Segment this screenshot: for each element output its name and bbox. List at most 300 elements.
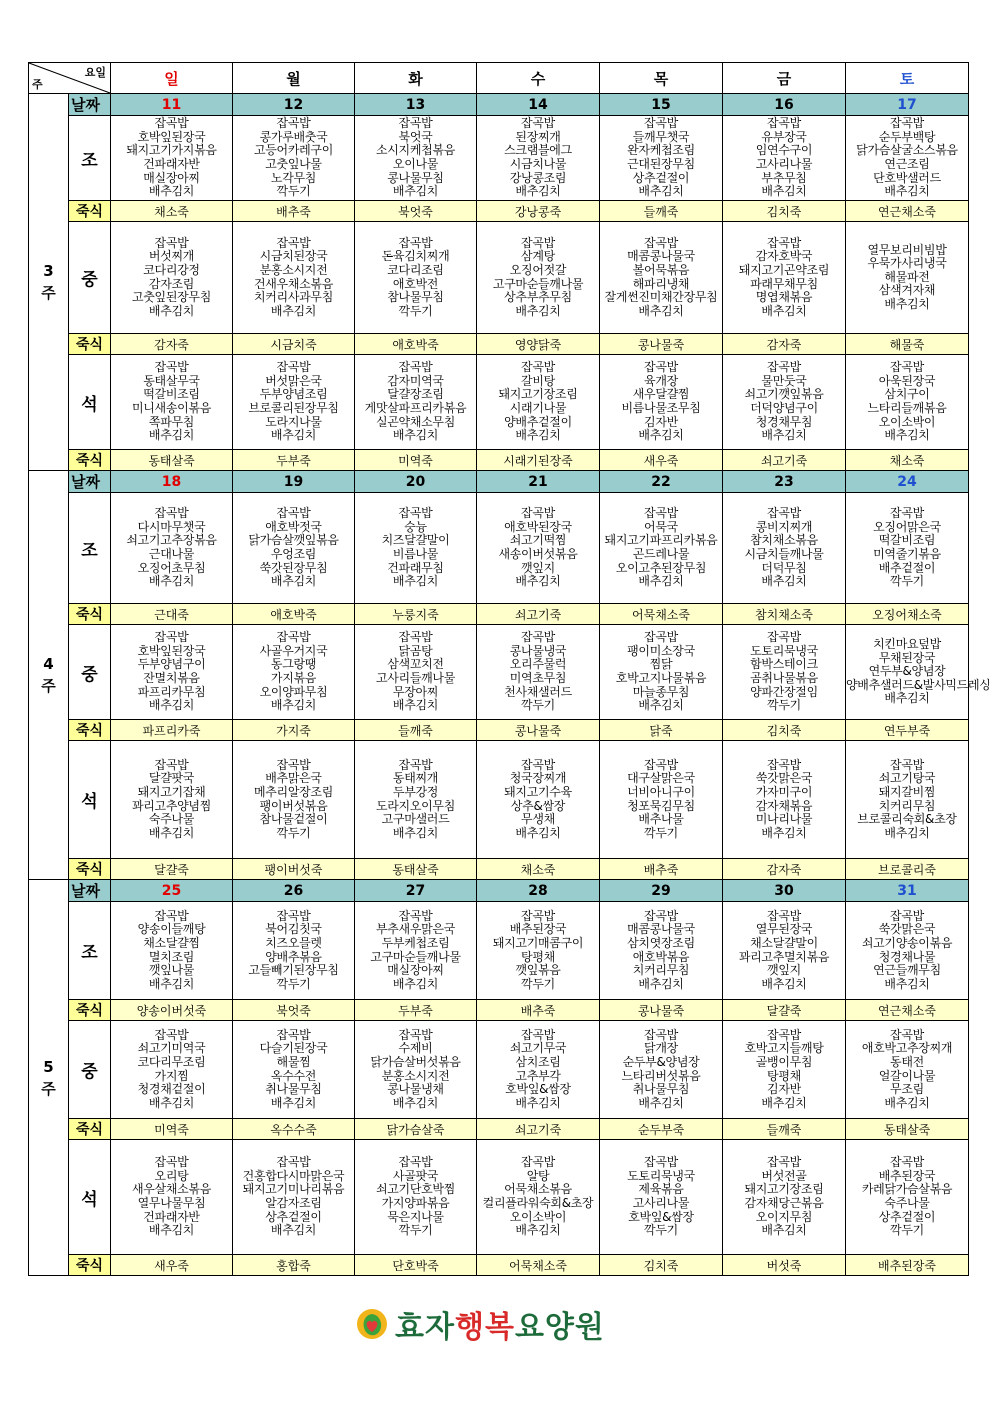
porridge-label: 죽식 (69, 450, 111, 471)
menu-item: 도토리묵냉국 (750, 643, 818, 658)
menu-item: 근대나물 (148, 547, 195, 561)
porridge-cell: 두부죽 (355, 1000, 477, 1021)
meal-cell (846, 1021, 969, 1119)
menu-item: 비름나물 (392, 547, 439, 561)
menu-item: 배추김치 (884, 184, 930, 199)
menu-item: 배추맑은국 (265, 771, 322, 786)
menu-item: 상추겉절이 (632, 170, 690, 185)
menu-item: 잡곡밥 (521, 630, 555, 645)
menu-item: 잡곡밥 (521, 116, 555, 131)
meal-cell (233, 741, 355, 859)
meal-cell (600, 902, 723, 1000)
menu-item: 잡곡밥 (276, 1155, 311, 1170)
menu-item: 메추리알장조림 (253, 784, 334, 799)
porridge-cell: 참치채소죽 (723, 604, 846, 625)
menu-item: 돼지고기장조림 (498, 387, 578, 402)
meal-cell (355, 1021, 477, 1119)
menu-item: 오리탕 (154, 1168, 189, 1183)
menu-item: 배추김치 (148, 574, 195, 589)
menu-item: 숙주나물 (148, 812, 195, 827)
meal-cell (600, 625, 723, 720)
menu-item: 양배추샐러드&발사믹드레싱 (846, 677, 991, 692)
menu-item: 치즈달걀말이 (381, 533, 450, 548)
menu-item: 해파리냉채 (632, 276, 690, 291)
meal-label: 중 (69, 222, 111, 334)
menu-item: 양파간장절임 (750, 684, 818, 699)
menu-item: 매콤콩나물국 (627, 922, 695, 937)
meal-cell (355, 625, 477, 720)
week-label: 3 주 (29, 94, 69, 471)
menu-item: 배추김치 (515, 303, 561, 318)
meal-cell (477, 1021, 600, 1119)
menu-item: 배추김치 (515, 428, 561, 443)
porridge-row (29, 334, 969, 355)
menu-item: 닭가슴살굴소스볶음 (856, 143, 958, 158)
porridge-cell: 감자죽 (723, 859, 846, 880)
porridge-cell: 배추죽 (477, 1000, 600, 1021)
porridge-row (29, 720, 969, 741)
menu-item: 잡곡밥 (154, 116, 189, 131)
date-row (29, 880, 969, 902)
menu-item: 부추무침 (761, 170, 807, 185)
menu-item: 깻잎볶음 (515, 963, 561, 978)
menu-item: 쑥갓맑은국 (755, 771, 813, 786)
menu-item: 강낭콩조림 (509, 170, 567, 185)
menu-item: 우묵가사리냉국 (867, 256, 947, 271)
menu-item: 양배추볶음 (265, 949, 322, 964)
corner-cell (29, 63, 111, 94)
meal-cell (477, 355, 600, 450)
menu-item: 더덕양념구이 (750, 401, 818, 415)
porridge-cell: 애호박죽 (355, 334, 477, 355)
porridge-cell: 콩나물죽 (600, 1000, 723, 1021)
menu-item: 브로콜리숙회&초장 (857, 812, 957, 827)
porridge-row (29, 1255, 969, 1276)
meal-cell (355, 902, 477, 1000)
menu-item: 청국장찌개 (509, 771, 567, 786)
menu-item: 삼치구이 (884, 387, 930, 402)
facility-name-post: 요양원 (514, 1310, 605, 1345)
menu-item: 열무나물무침 (137, 1196, 206, 1210)
meal-cell (355, 741, 477, 859)
menu-item: 꽈리고추멸치볶음 (738, 949, 830, 964)
menu-item: 잡곡밥 (398, 235, 433, 250)
porridge-cell: 동태살죽 (355, 859, 477, 880)
meal-cell (355, 493, 477, 604)
meal-cell (846, 116, 969, 201)
menu-item: 매실장아찌 (143, 170, 200, 185)
menu-item: 완자케첩조림 (627, 143, 695, 158)
menu-item: 천사채샐러드 (504, 684, 572, 699)
menu-item: 무조림 (890, 1082, 924, 1097)
porridge-cell: 두부죽 (233, 450, 355, 471)
meal-cell (111, 1021, 233, 1119)
menu-item: 잡곡밥 (644, 235, 678, 250)
meal-cell (111, 1140, 233, 1255)
porridge-cell: 콩나물죽 (600, 334, 723, 355)
meal-cell (600, 116, 723, 201)
menu-item: 배추김치 (148, 698, 195, 713)
menu-item: 가자미구이 (755, 784, 813, 799)
menu-item: 북어김칫국 (265, 922, 322, 937)
menu-item: 코다리강정 (143, 262, 200, 277)
date-label: 날짜 (69, 880, 111, 902)
menu-item: 잡곡밥 (521, 757, 555, 772)
menu-item: 잡곡밥 (644, 908, 678, 923)
porridge-cell: 영양닭죽 (477, 334, 600, 355)
menu-item: 채소달걀말이 (750, 935, 818, 950)
menu-item: 노각무침 (270, 170, 317, 185)
menu-item: 돼지갈비찜 (878, 784, 936, 799)
menu-item: 상추겉절이 (878, 1209, 936, 1224)
menu-item: 찜닭 (649, 657, 673, 672)
menu-item: 치즈오믈렛 (265, 935, 322, 950)
menu-item: 두부양념구이 (137, 657, 206, 672)
menu-item: 잡곡밥 (767, 630, 801, 645)
menu-item: 깍두기 (398, 303, 433, 318)
menu-item: 배추김치 (638, 184, 684, 199)
menu-item: 동태살무국 (143, 373, 200, 388)
menu-item: 쇠고기깻잎볶음 (744, 387, 824, 402)
heart-flower-icon (355, 1307, 389, 1341)
menu-item: 잡곡밥 (767, 235, 801, 250)
menu-item: 배추김치 (884, 1095, 930, 1110)
menu-item: 배추김치 (638, 428, 684, 443)
meal-cell (111, 625, 233, 720)
meal-row (29, 1021, 969, 1119)
menu-item: 미니새송이볶음 (131, 401, 212, 415)
menu-item: 연근조림 (884, 157, 930, 171)
meal-row (29, 222, 969, 334)
meal-cell (846, 493, 969, 604)
menu-item: 배추김치 (148, 1223, 195, 1238)
menu-item: 잡곡밥 (154, 1155, 189, 1170)
day-name: 월 (233, 63, 355, 94)
menu-item: 돼지고기매콤구이 (492, 935, 584, 950)
menu-item: 배추김치 (270, 428, 317, 443)
menu-item: 잡곡밥 (890, 908, 924, 923)
meal-cell (477, 222, 600, 334)
menu-item: 열무보리비빔밥 (867, 242, 947, 257)
menu-item: 갈비탕 (521, 373, 555, 388)
porridge-cell: 닭가슴살죽 (355, 1119, 477, 1140)
meal-cell (233, 1140, 355, 1255)
menu-item: 매실장아찌 (387, 963, 444, 978)
date-cell: 28 (477, 880, 600, 902)
menu-item: 삼치조림 (515, 1054, 561, 1069)
menu-item: 배추김치 (761, 184, 807, 199)
porridge-cell: 연근채소죽 (846, 201, 969, 222)
meal-cell (600, 1021, 723, 1119)
porridge-cell: 새우죽 (600, 450, 723, 471)
menu-item: 동태찌개 (392, 771, 439, 786)
meal-label: 석 (69, 355, 111, 450)
porridge-row (29, 604, 969, 625)
menu-item: 꽈리고추양념찜 (131, 798, 212, 813)
menu-item: 취나물무침 (265, 1082, 322, 1097)
meal-cell (233, 902, 355, 1000)
menu-item: 미역초무침 (509, 671, 567, 685)
menu-item: 배추김치 (638, 574, 684, 589)
porridge-cell: 오징어채소죽 (846, 604, 969, 625)
menu-item: 옥수수전 (270, 1068, 317, 1083)
porridge-cell: 들깨죽 (355, 720, 477, 741)
menu-item: 깍두기 (767, 698, 801, 713)
menu-item: 분홍소시지전 (381, 1068, 450, 1083)
menu-item: 유부장국 (761, 129, 807, 144)
meal-cell (846, 625, 991, 720)
menu-item: 닭개장 (644, 1041, 678, 1056)
menu-item: 다슬기된장국 (259, 1041, 328, 1056)
date-cell: 14 (477, 94, 600, 116)
porridge-cell: 버섯죽 (723, 1255, 846, 1276)
menu-item: 배추김치 (392, 184, 439, 199)
menu-item: 쇠고기양송이볶음 (861, 935, 953, 950)
menu-item: 잡곡밥 (767, 757, 801, 772)
menu-item: 잡곡밥 (767, 1027, 801, 1042)
menu-item: 실곤약채소무침 (375, 414, 456, 429)
menu-item: 잡곡밥 (154, 360, 189, 375)
menu-item: 얼갈이나물 (878, 1068, 936, 1083)
meal-cell (723, 1140, 846, 1255)
menu-item: 쇠고기탕국 (878, 771, 936, 786)
menu-item: 배추김치 (270, 698, 317, 713)
menu-item: 잘게썬진미채간장무침 (604, 290, 718, 305)
menu-item: 가지찜 (154, 1068, 189, 1083)
date-cell: 24 (846, 471, 969, 493)
meal-cell (111, 116, 233, 201)
menu-item: 양배추겉절이 (504, 414, 572, 429)
menu-item: 오이양파무침 (259, 684, 328, 699)
menu-item: 너비아니구이 (627, 784, 695, 799)
menu-item: 배추김치 (148, 1095, 195, 1110)
meal-label: 중 (69, 1021, 111, 1119)
menu-item: 잡곡밥 (767, 1155, 801, 1170)
meal-cell (233, 116, 355, 201)
meal-cell (477, 625, 600, 720)
menu-item: 배추김치 (638, 976, 684, 991)
menu-item: 쇠고기단호박찜 (375, 1182, 456, 1197)
menu-item: 열무된장국 (755, 922, 813, 937)
porridge-label: 죽식 (69, 1255, 111, 1276)
menu-item: 쇠고기고추장볶음 (126, 533, 217, 548)
facility-logo (355, 1306, 605, 1345)
menu-item: 떡갈비조림 (878, 533, 936, 548)
meal-cell (600, 493, 723, 604)
porridge-cell: 옥수수죽 (233, 1119, 355, 1140)
meal-plan-table (28, 62, 991, 1276)
date-cell: 18 (111, 471, 233, 493)
menu-item: 해물파전 (884, 269, 930, 284)
menu-item: 숙주나물 (884, 1196, 930, 1210)
menu-item: 더덕무침 (761, 560, 807, 575)
menu-item: 근대된장무침 (627, 157, 695, 171)
porridge-cell: 채소죽 (111, 201, 233, 222)
porridge-cell: 달걀죽 (723, 1000, 846, 1021)
menu-item: 배추된장국 (878, 1168, 936, 1183)
menu-item: 닭가슴살깻잎볶음 (248, 533, 339, 548)
menu-item: 마늘종무침 (632, 684, 690, 699)
menu-item: 깍두기 (276, 184, 311, 199)
menu-item: 어묵채소볶음 (504, 1182, 572, 1197)
menu-item: 들깨무챗국 (632, 129, 690, 144)
meal-cell (111, 222, 233, 334)
menu-item: 새송이버섯볶음 (498, 547, 578, 561)
menu-item: 잡곡밥 (890, 360, 924, 375)
menu-item: 배추김치 (148, 184, 195, 199)
meal-cell (355, 222, 477, 334)
meal-cell (477, 493, 600, 604)
menu-item: 삼치엿장조림 (627, 935, 695, 950)
porridge-cell: 시래기된장죽 (477, 450, 600, 471)
menu-item: 잡곡밥 (398, 1155, 433, 1170)
date-cell: 13 (355, 94, 477, 116)
menu-item: 된장찌개 (515, 129, 561, 144)
meal-cell (846, 355, 969, 450)
menu-item: 참나물무침 (387, 290, 444, 305)
menu-item: 잡곡밥 (398, 630, 433, 645)
porridge-cell: 감자죽 (111, 334, 233, 355)
menu-item: 우엉조림 (270, 547, 317, 561)
menu-item: 잡곡밥 (154, 1027, 189, 1042)
menu-item: 애호박볶음 (632, 949, 690, 964)
menu-item: 감자미역국 (387, 373, 444, 388)
menu-item: 고등어카레구이 (253, 143, 334, 158)
meal-cell (233, 493, 355, 604)
menu-item: 잡곡밥 (276, 235, 311, 250)
menu-item: 잡곡밥 (276, 908, 311, 923)
menu-item: 닭가슴살버섯볶음 (370, 1054, 461, 1069)
porridge-cell: 미역죽 (355, 450, 477, 471)
menu-item: 잡곡밥 (521, 1027, 555, 1042)
meal-cell (723, 1021, 846, 1119)
menu-item: 콩나물냉국 (509, 643, 567, 658)
menu-item: 배추김치 (761, 1095, 807, 1110)
menu-item: 취나물무침 (632, 1082, 690, 1097)
porridge-row (29, 1119, 969, 1140)
porridge-cell: 김치죽 (600, 1255, 723, 1276)
menu-item: 어묵국 (644, 519, 678, 534)
menu-item: 청경채겉절이 (137, 1082, 206, 1097)
menu-item: 배추김치 (761, 825, 807, 840)
meal-cell (233, 625, 355, 720)
date-cell: 11 (111, 94, 233, 116)
porridge-label: 죽식 (69, 859, 111, 880)
menu-item: 감자채볶음 (755, 798, 813, 813)
meal-row (29, 493, 969, 604)
menu-item: 연근들깨무침 (873, 963, 941, 978)
menu-item: 잡곡밥 (276, 116, 311, 131)
meal-label: 조 (69, 902, 111, 1000)
menu-item: 배추김치 (392, 574, 439, 589)
menu-item: 다시마무챗국 (137, 519, 206, 534)
menu-item: 배추김치 (270, 303, 317, 318)
menu-item: 잡곡밥 (521, 908, 555, 923)
menu-item: 연두부&양념장 (868, 664, 946, 679)
menu-item: 시금치들깨나물 (744, 547, 824, 561)
menu-item: 고춧잎나물 (265, 157, 322, 171)
menu-item: 애호박젓국 (265, 519, 322, 534)
menu-item: 잡곡밥 (767, 908, 801, 923)
menu-item: 파래무채무침 (750, 276, 818, 291)
menu-item: 잡곡밥 (154, 506, 189, 521)
menu-item: 팽이미소장국 (627, 643, 695, 658)
menu-item: 삼색꼬치전 (387, 657, 444, 672)
menu-item: 잡곡밥 (276, 757, 311, 772)
menu-item: 잡곡밥 (890, 1155, 924, 1170)
menu-item: 배추김치 (884, 691, 930, 706)
date-cell: 25 (111, 880, 233, 902)
week-label: 5 주 (29, 880, 69, 1276)
porridge-cell: 배추된장죽 (846, 1255, 969, 1276)
meal-label: 석 (69, 1140, 111, 1255)
menu-item: 돼지고기미나리볶음 (242, 1182, 345, 1197)
menu-item: 배추김치 (638, 698, 684, 713)
menu-item: 잡곡밥 (398, 1027, 433, 1042)
date-label: 날짜 (69, 94, 111, 116)
date-label: 날짜 (69, 471, 111, 493)
menu-item: 달걀장조림 (387, 387, 444, 402)
menu-item: 돼지고기가지볶음 (126, 143, 217, 158)
meal-cell (355, 355, 477, 450)
menu-item: 버섯전골 (761, 1168, 807, 1183)
menu-item: 두부양념조림 (259, 387, 328, 402)
menu-item: 명엽채볶음 (755, 290, 813, 305)
menu-item: 게맛살파프리카볶음 (364, 401, 467, 415)
day-name: 일 (111, 63, 233, 94)
menu-item: 배추김치 (392, 1095, 439, 1110)
date-cell: 31 (846, 880, 969, 902)
menu-item: 잡곡밥 (890, 1027, 924, 1042)
menu-item: 물만둣국 (761, 373, 807, 388)
menu-item: 호박고지들깨탕 (744, 1041, 824, 1056)
menu-item: 잡곡밥 (767, 116, 801, 131)
menu-item: 숭늉 (404, 519, 427, 534)
menu-item: 육개장 (644, 373, 678, 388)
menu-item: 쪽파무침 (148, 414, 195, 429)
porridge-cell: 양송이버섯죽 (111, 1000, 233, 1021)
meal-cell (600, 741, 723, 859)
date-cell: 23 (723, 471, 846, 493)
meal-cell (846, 741, 969, 859)
menu-item: 가지양파볶음 (381, 1196, 450, 1210)
menu-item: 잡곡밥 (276, 630, 311, 645)
menu-item: 사골팟국 (392, 1168, 439, 1183)
menu-item: 잡곡밥 (890, 757, 924, 772)
meal-row (29, 902, 969, 1000)
menu-item: 새우달걀찜 (632, 387, 690, 402)
menu-item: 잡곡밥 (154, 908, 189, 923)
menu-item: 배추김치 (148, 976, 195, 991)
porridge-cell: 채소죽 (477, 859, 600, 880)
menu-item: 치킨마요덮밥 (873, 637, 941, 652)
menu-item: 김자반 (644, 414, 678, 429)
menu-item: 배추김치 (515, 1095, 561, 1110)
menu-item: 쇠고기무국 (509, 1041, 567, 1056)
menu-item: 잡곡밥 (644, 506, 678, 521)
menu-item: 잡곡밥 (767, 506, 801, 521)
menu-item: 골뱅이무침 (755, 1054, 813, 1069)
menu-item: 상추&쌈장 (510, 798, 566, 813)
porridge-cell: 닭죽 (600, 720, 723, 741)
menu-item: 배추김치 (392, 825, 439, 840)
facility-name-pre: 효자 (395, 1310, 455, 1345)
menu-item: 팽이버섯볶음 (259, 798, 328, 813)
menu-item: 파프리카무침 (137, 684, 206, 699)
menu-item: 제육볶음 (638, 1182, 684, 1197)
menu-item: 돼지고기장조림 (744, 1182, 824, 1197)
week-label: 4 주 (29, 471, 69, 880)
